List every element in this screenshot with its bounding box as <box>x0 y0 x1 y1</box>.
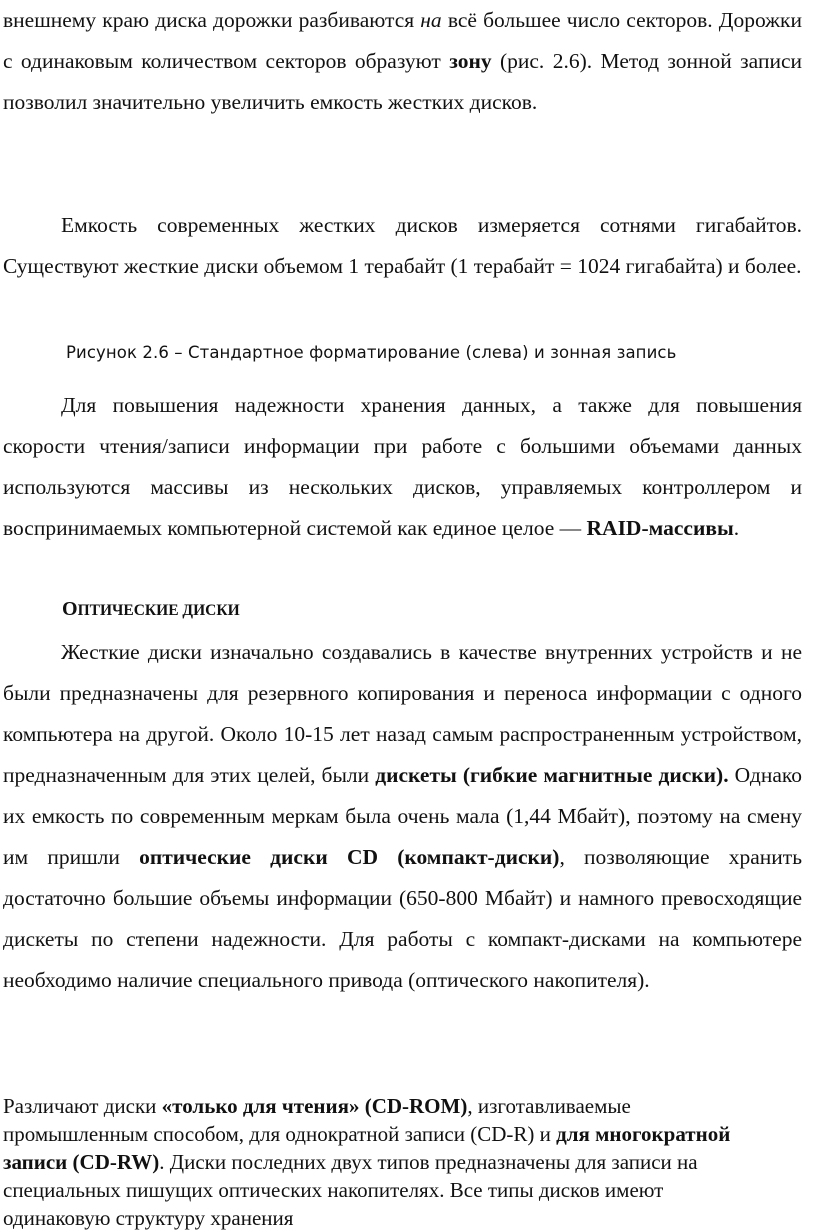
text-run-italic: на <box>420 8 442 32</box>
text-run: внешнему краю диска дорожки разбиваются <box>3 8 421 32</box>
paragraph-optical-disks <box>3 632 802 1001</box>
text-run-bold: оптические диски CD (компакт-диски) <box>139 845 560 869</box>
paragraph-disk-capacity <box>3 205 802 287</box>
text-run: (рис. 2.6). Метод зонной записи позволил значительно увеличить емкость жестких дисков. <box>3 49 802 114</box>
paragraph-zone-recording <box>3 0 802 123</box>
text-run: Однако их емкость по современным меркам была очень мала (1,44 Мбайт), поэтому на смену им пришли <box>3 763 803 869</box>
paragraph-raid <box>3 385 802 549</box>
text-run: . <box>733 516 740 540</box>
text-run: всё большее число секторов. Дорожки с одинаковым количеством секторов образуют <box>3 8 802 73</box>
heading-initial: О <box>62 598 78 620</box>
text-run: Емкость современных жестких дисков измеряется сотнями гигабайтов. Существуют жесткие диски объемом 1 терабайт (1 терабайт = 1024 гигабайта) и более. <box>3 213 802 278</box>
heading-rest: ПТИЧЕСКИЕ ДИСКИ <box>77 602 240 619</box>
section-heading <box>62 592 240 628</box>
text-run: Жесткие диски изначально создавались в качестве внутренних устройств и не были предназначены для резервного копирования и переноса информации с одного компьютера на другой. Около 10-15 лет назад самым распространенным устройством, предназначенным для этих целей, были <box>3 640 802 787</box>
figure-caption: Рисунок 2.6 – Стандартное форматирование (слева) и зонная запись <box>66 343 677 362</box>
text-run: . Диски последних двух типов предназначены для записи на специальных пишущих оптических накопителях. Все типы дисков имеют одинаковую структуру хранения <box>3 1150 698 1230</box>
text-run: , изготавливаемые промышленным способом, для однократной записи (CD-R) и <box>3 1094 631 1146</box>
paragraph-cd-types <box>3 1092 763 1232</box>
text-run-bold: «только для чтения» (CD-ROM) <box>161 1094 468 1118</box>
text-run: Различают диски <box>3 1094 162 1118</box>
text-run-bold: RAID-массивы <box>586 516 734 540</box>
text-run-bold: для многократной записи (CD-RW) <box>3 1122 731 1174</box>
text-run: Для повышения надежности хранения данных, а также для повышения скорости чтения/записи информации при работе с большими объемами данных используются массивы из нескольких дисков, управляемых контроллером и воспринимаемых компьютерной системой как единое целое — <box>3 393 802 540</box>
text-run-bold: зону <box>449 49 492 73</box>
text-run: , позволяющие хранить достаточно большие объемы информации (650-800 Мбайт) и намного превосходящие дискеты по степени надежности. Для работы с компакт-дисками на компьютере необходимо наличие специального привода (оптического накопителя). <box>3 845 802 992</box>
text-run-bold: дискеты (гибкие магнитные диски). <box>375 763 729 787</box>
